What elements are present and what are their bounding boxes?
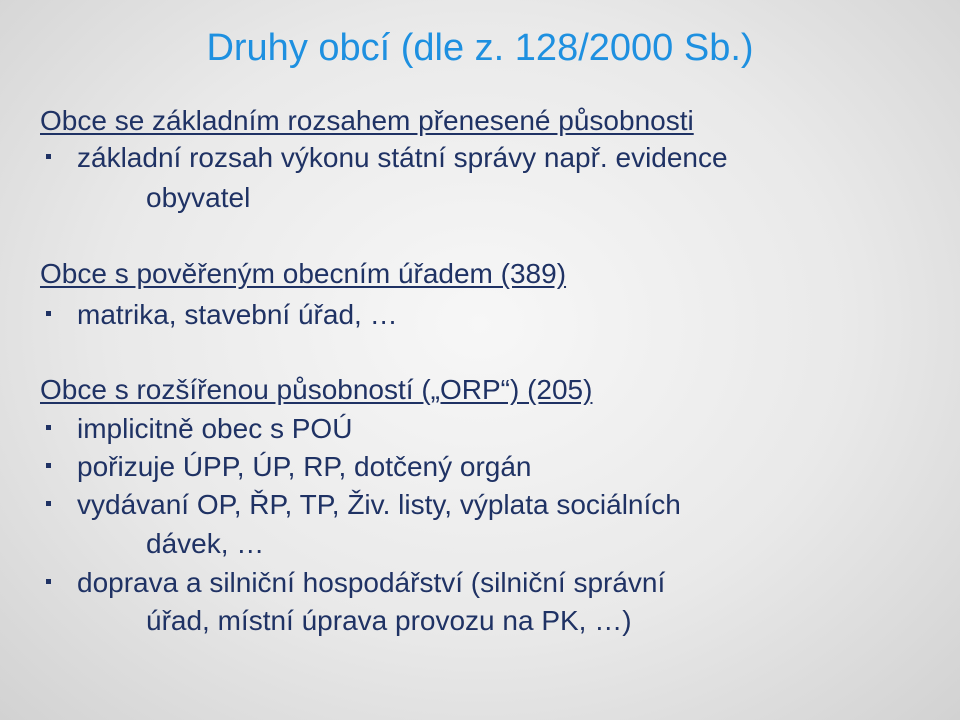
section-heading-authorized-office: Obce s pověřeným obecním úřadem (389) [40, 258, 567, 289]
bullet-icon [46, 154, 51, 159]
bullet-text: vydávaní OP, ŘP, TP, Živ. listy, výplata sociálních [77, 489, 681, 520]
bullet-text: doprava a silniční hospodářství (silniční správní [77, 567, 666, 598]
bullet-icon [46, 501, 51, 506]
bullet-icon [46, 579, 51, 584]
slide-title: Druhy obcí (dle z. 128/2000 Sb.) [206, 27, 754, 69]
bullet-icon [46, 311, 51, 316]
bullet-continuation: obyvatel [146, 182, 251, 213]
bullet-continuation: dávek, … [146, 528, 265, 559]
bullet-icon [46, 425, 51, 430]
bullet-text: pořizuje ÚPP, ÚP, RP, dotčený orgán [77, 451, 532, 482]
bullet-text: implicitně obec s POÚ [77, 413, 353, 444]
bullet-continuation: úřad, místní úprava provozu na PK, …) [146, 605, 632, 636]
bullet-text: matrika, stavební úřad, … [77, 299, 398, 330]
bullet-icon [46, 463, 51, 468]
section-heading-extended-scope: Obce s rozšířenou působností („ORP“) (205) [40, 374, 593, 405]
bullet-text: základní rozsah výkonu státní správy např. evidence [77, 142, 728, 173]
section-heading-basic-scope: Obce se základním rozsahem přenesené působnosti [40, 105, 694, 136]
